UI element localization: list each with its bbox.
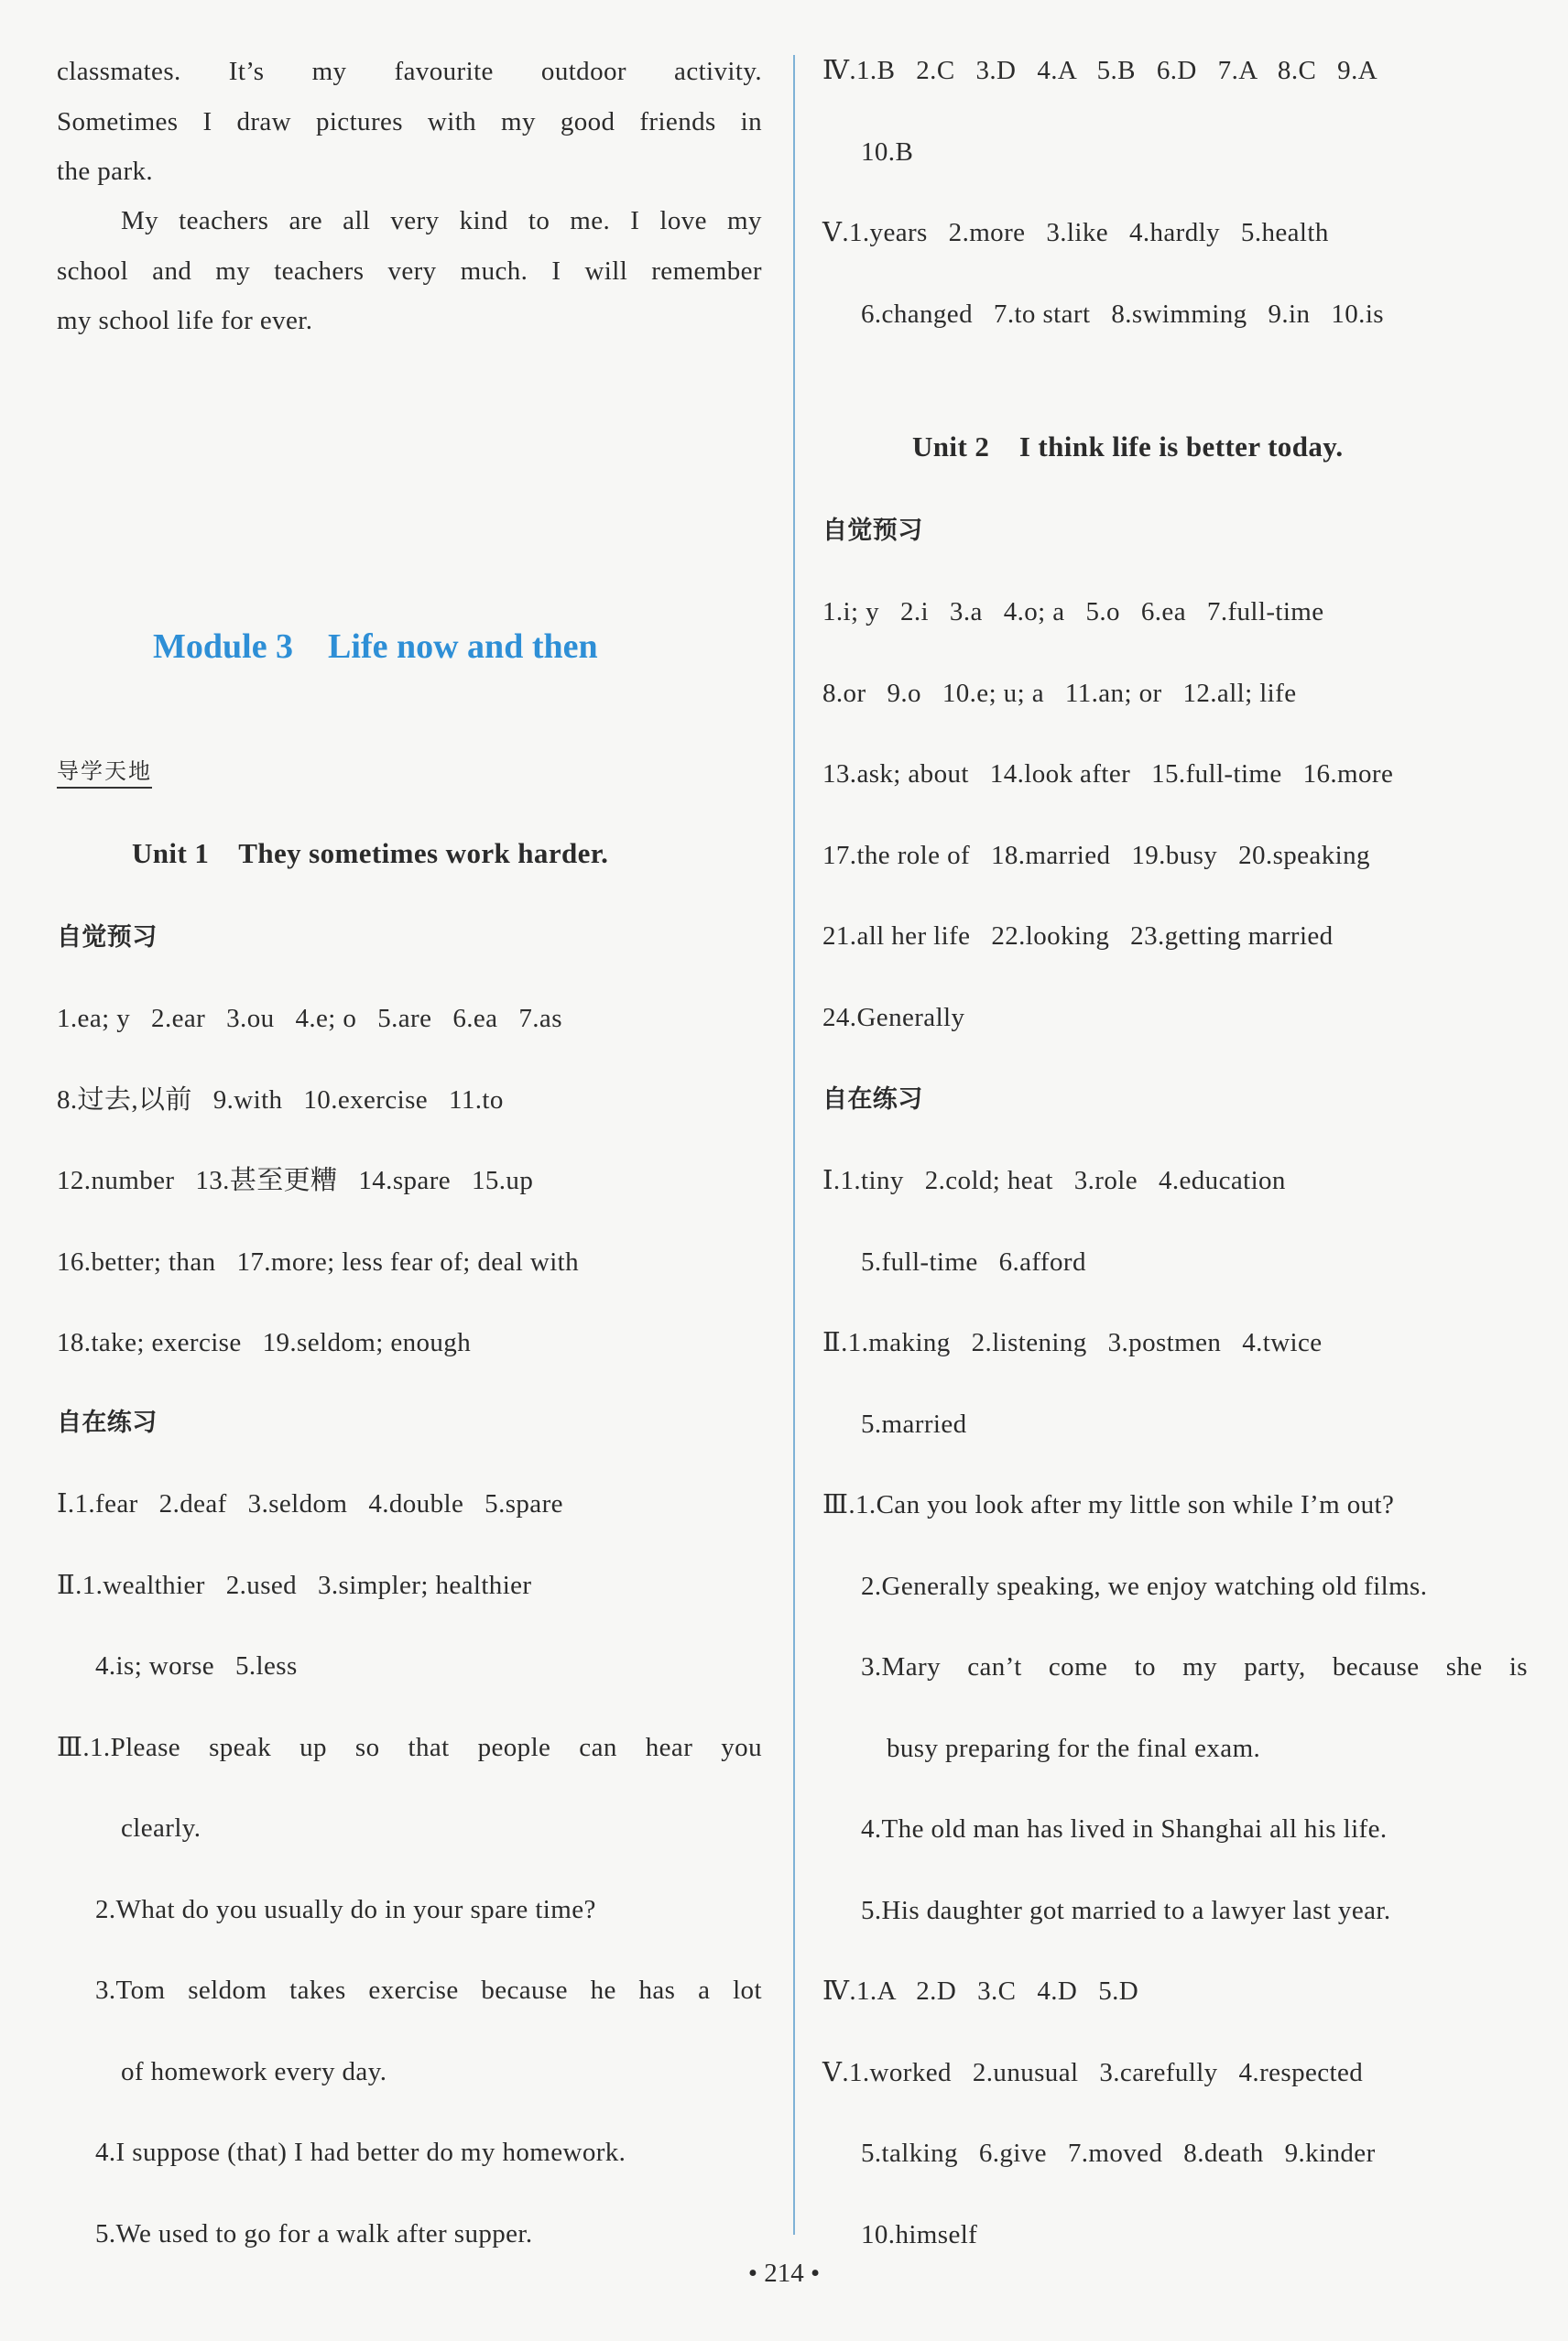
section-heading: 自觉预习	[822, 517, 923, 545]
answer-line: Ⅳ.1.A 2.D 3.C 4.D 5.D	[822, 1976, 1139, 2006]
body-text-line	[57, 253, 762, 289]
answer-line: 24.Generally	[822, 1002, 965, 1032]
word: can’t	[967, 1652, 1022, 1682]
answer-line: 13.ask; about 14.look after 15.full-time 16.more	[822, 759, 1394, 789]
word: to	[528, 206, 550, 235]
word: very	[387, 256, 437, 286]
word: my	[311, 57, 347, 86]
answer-line: Ⅰ.1.fear 2.deaf 3.seldom 4.double 5.spare	[57, 1489, 563, 1519]
page-number: • 214 •	[747, 2259, 821, 2288]
body-text-line: the park.	[57, 157, 154, 186]
word: hear	[645, 1732, 693, 1762]
word: to	[1134, 1652, 1156, 1682]
answer-line: 12.number 13.甚至更糟 14.spare 15.up	[57, 1166, 534, 1195]
word: come	[1048, 1652, 1108, 1682]
answer-line: 16.better; than 17.more; less fear of; deal with	[57, 1247, 580, 1277]
section-heading: 自在练习	[822, 1085, 923, 1114]
unit-title: Unit 1 They sometimes work harder.	[132, 837, 609, 869]
word: takes	[289, 1976, 346, 2005]
answer-line: Ⅴ.1.years 2.more 3.like 4.hardly 5.health	[822, 218, 1329, 247]
word: activity.	[674, 57, 762, 86]
answer-line: clearly.	[121, 1813, 201, 1843]
word: outdoor	[540, 57, 626, 86]
word: are	[289, 206, 323, 235]
word: is	[1508, 1652, 1528, 1682]
answer-line: 2.What do you usually do in your spare time?	[95, 1894, 596, 1924]
word: my	[501, 107, 536, 136]
word: kind	[459, 206, 508, 235]
word: you	[721, 1732, 762, 1762]
section-heading: 自觉预习	[57, 923, 158, 952]
answer-line: of homework every day.	[121, 2056, 387, 2086]
answer-line: Ⅳ.1.B 2.C 3.D 4.A 5.B 6.D 7.A 8.C 9.A	[822, 56, 1378, 85]
answer-line: busy preparing for the final exam.	[887, 1733, 1261, 1763]
word: I	[202, 107, 212, 136]
word: 3.Mary	[861, 1652, 941, 1682]
word: teachers	[274, 256, 365, 286]
word: speak	[209, 1732, 272, 1762]
answer-line: 4.The old man has lived in Shanghai all his life.	[861, 1814, 1388, 1844]
word: my	[1182, 1652, 1218, 1682]
word: seldom	[188, 1976, 267, 2005]
answer-line: 4.I suppose (that) I had better do my homework.	[95, 2138, 626, 2167]
answer-line: 6.changed 7.to start 8.swimming 9.in 10.is	[861, 299, 1384, 329]
word: because	[481, 1976, 568, 2005]
word: classmates.	[57, 57, 181, 86]
word: draw	[236, 107, 292, 136]
word: can	[579, 1732, 617, 1762]
word: will	[584, 256, 628, 286]
body-text-line	[121, 202, 762, 239]
answer-line: 8.过去,以前 9.with 10.exercise 11.to	[57, 1084, 504, 1115]
word: exercise	[368, 1976, 459, 2005]
answer-line	[57, 1729, 762, 1766]
answer-line: 10.B	[861, 136, 914, 167]
word: My	[121, 206, 159, 235]
word: It’s	[228, 57, 265, 86]
word: my	[727, 206, 762, 235]
answer-line: 21.all her life 22.looking 23.getting married	[822, 921, 1334, 951]
column-divider	[793, 55, 795, 2235]
word: much.	[460, 256, 528, 286]
word: all	[343, 206, 371, 235]
word: party,	[1244, 1652, 1306, 1682]
module-title: Module 3 Life now and then	[153, 627, 598, 666]
word: good	[560, 107, 615, 136]
answer-line: 5.married	[861, 1409, 967, 1439]
answer-line: Ⅱ.1.making 2.listening 3.postmen 4.twice	[822, 1328, 1323, 1357]
answer-line: Ⅰ.1.tiny 2.cold; heat 3.role 4.education	[822, 1166, 1286, 1195]
word: favourite	[394, 57, 494, 86]
word: school	[57, 256, 129, 286]
answer-line: 1.i; y 2.i 3.a 4.o; a 5.o 6.ea 7.full-time	[822, 597, 1324, 626]
answer-line: 5.We used to go for a walk after supper.	[95, 2218, 533, 2248]
answer-line	[95, 1972, 762, 2009]
answer-line: 4.is; worse 5.less	[95, 1651, 298, 1681]
body-text-line	[57, 53, 762, 90]
word: friends	[639, 107, 716, 136]
word: love	[659, 206, 707, 235]
word: me.	[570, 206, 611, 235]
word: people	[477, 1732, 551, 1762]
answer-line: Ⅴ.1.worked 2.unusual 3.carefully 4.respected	[822, 2057, 1364, 2087]
answer-line: 8.or 9.o 10.e; u; a 11.an; or 12.all; life	[822, 678, 1297, 708]
word: very	[390, 206, 440, 235]
word: remember	[651, 256, 762, 286]
word: pictures	[315, 107, 403, 136]
word: so	[354, 1732, 380, 1762]
answer-line: 5.talking 6.give 7.moved 8.death 9.kinder	[861, 2139, 1376, 2168]
word: in	[740, 107, 762, 136]
answer-line: 1.ea; y 2.ear 3.ou 4.e; o 5.are 6.ea 7.as	[57, 1004, 562, 1033]
section-heading: 自在练习	[57, 1409, 158, 1437]
answer-line: 5.full-time 6.afford	[861, 1247, 1086, 1277]
word: because	[1332, 1652, 1420, 1682]
word: and	[152, 256, 192, 286]
word: with	[427, 107, 477, 136]
word: that	[408, 1732, 450, 1762]
word: Ⅲ.1.Please	[57, 1732, 181, 1762]
answer-line	[861, 1649, 1528, 1685]
answer-line: 17.the role of 18.married 19.busy 20.speaking	[822, 840, 1370, 870]
answer-line: 2.Generally speaking, we enjoy watching old films.	[861, 1571, 1428, 1601]
word: Sometimes	[57, 107, 179, 136]
answer-line: 10.himself	[861, 2219, 978, 2249]
answer-line: Ⅲ.1.Can you look after my little son while I’m out?	[822, 1490, 1395, 1519]
section-label: 导学天地	[57, 753, 152, 789]
word: she	[1445, 1652, 1483, 1682]
word: he	[590, 1976, 616, 2005]
word: lot	[733, 1976, 762, 2005]
answer-line: 18.take; exercise 19.seldom; enough	[57, 1328, 472, 1357]
word: has	[638, 1976, 676, 2005]
word: up	[299, 1732, 327, 1762]
word: I	[630, 206, 640, 235]
unit-title: Unit 2 I think life is better today.	[912, 430, 1344, 463]
answer-line: 5.His daughter got married to a lawyer last year.	[861, 1895, 1391, 1925]
word: I	[551, 256, 561, 286]
word: teachers	[179, 206, 269, 235]
word: a	[698, 1976, 711, 2005]
word: 3.Tom	[95, 1976, 166, 2005]
answer-line: Ⅱ.1.wealthier 2.used 3.simpler; healthier	[57, 1570, 532, 1600]
body-text-line: my school life for ever.	[57, 306, 313, 335]
body-text-line	[57, 103, 762, 140]
word: my	[215, 256, 251, 286]
